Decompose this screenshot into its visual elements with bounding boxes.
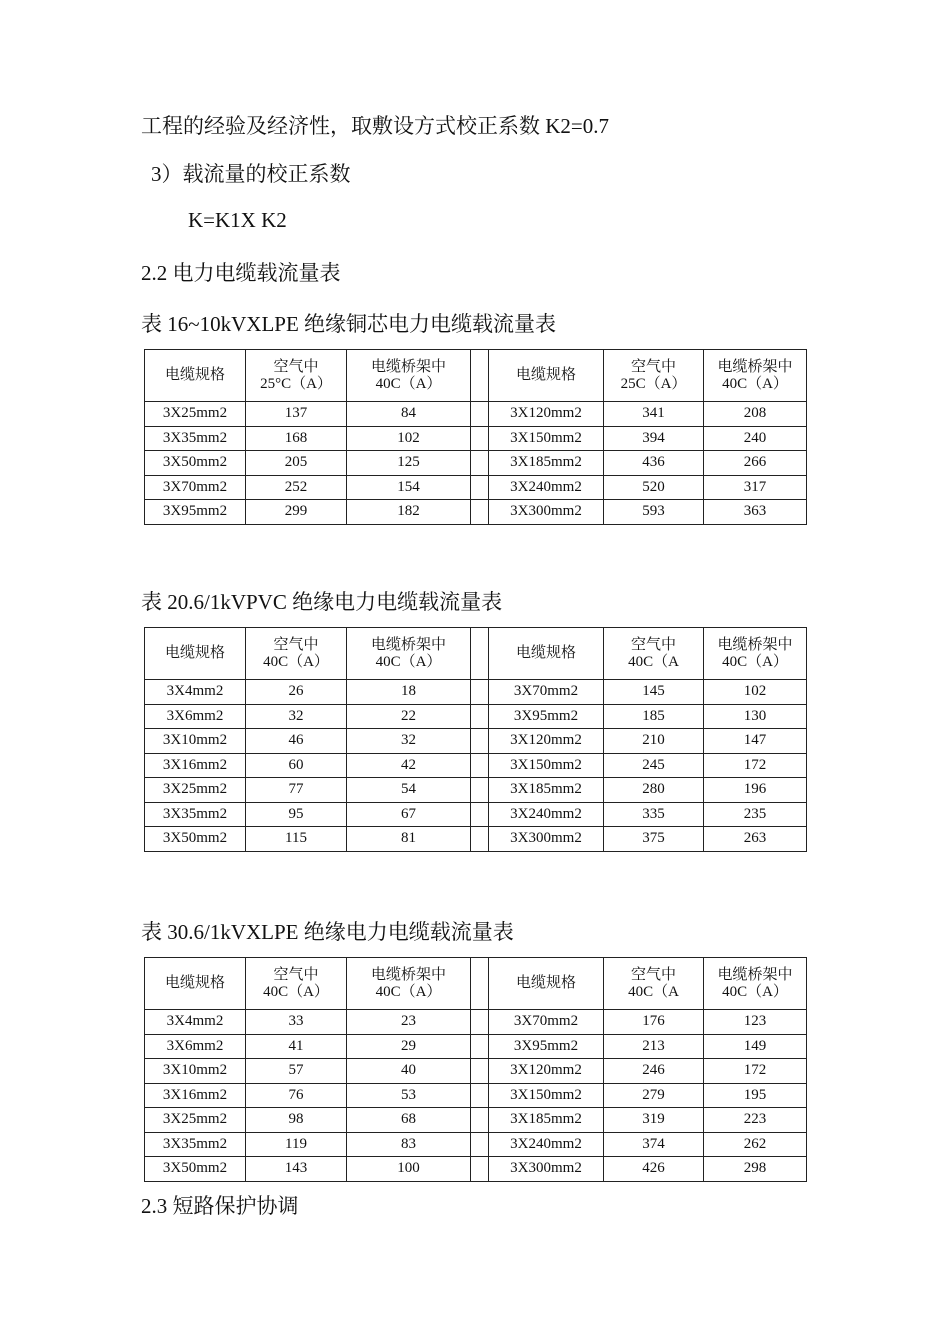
column-header: 电缆桥架中 — [370, 358, 446, 375]
table-row — [145, 1010, 807, 1035]
table-cell: 149 — [704, 1034, 807, 1059]
table-cell: 3X240mm2 — [489, 1132, 604, 1157]
column-header-unit: 40C（A） — [263, 653, 329, 670]
column-header-unit: 40C（A） — [722, 375, 788, 392]
table-cell: 363 — [704, 500, 807, 525]
spacer-cell — [471, 500, 489, 525]
table-cell: 3X300mm2 — [489, 500, 604, 525]
table-cell: 102 — [704, 680, 807, 705]
table-cell: 240 — [704, 426, 807, 451]
table-row — [145, 500, 807, 525]
table-cell: 341 — [604, 402, 704, 427]
table-header-cell — [246, 958, 347, 1010]
table-header-cell — [347, 350, 471, 402]
table-cell: 60 — [246, 753, 347, 778]
spacer-cell — [471, 1083, 489, 1108]
spacer-cell — [471, 827, 489, 852]
spacer-cell — [471, 802, 489, 827]
table-cell: 3X120mm2 — [489, 729, 604, 754]
table-cell: 172 — [704, 1059, 807, 1084]
table-row — [145, 1132, 807, 1157]
table-cell: 196 — [704, 778, 807, 803]
table-cell: 33 — [246, 1010, 347, 1035]
column-header: 空气中 — [273, 358, 319, 375]
table-cell: 102 — [347, 426, 471, 451]
table-cell: 176 — [604, 1010, 704, 1035]
table-cell: 3X25mm2 — [145, 778, 246, 803]
table-row — [145, 475, 807, 500]
table-cell: 32 — [347, 729, 471, 754]
table-cell: 57 — [246, 1059, 347, 1084]
spacer-cell — [471, 778, 489, 803]
spacer-cell — [471, 475, 489, 500]
table-cell: 235 — [704, 802, 807, 827]
table-cell: 426 — [604, 1157, 704, 1182]
table-cell: 246 — [604, 1059, 704, 1084]
table-cell: 84 — [347, 402, 471, 427]
column-header-unit: 40C（A） — [375, 375, 442, 392]
table-cell: 3X50mm2 — [145, 451, 246, 476]
table-row — [145, 802, 807, 827]
table-cell: 3X16mm2 — [145, 753, 246, 778]
table-cell: 98 — [246, 1108, 347, 1133]
table-cell: 223 — [704, 1108, 807, 1133]
table-cell: 119 — [246, 1132, 347, 1157]
column-header: 电缆规格 — [515, 975, 576, 991]
column-header: 电缆规格 — [515, 367, 576, 383]
table-header-cell — [704, 628, 807, 680]
table-cell: 83 — [347, 1132, 471, 1157]
table-header-cell — [604, 628, 704, 680]
table-cell: 205 — [246, 451, 347, 476]
table-cell: 185 — [604, 704, 704, 729]
table-caption: 表 16~10kVXLPE 绝缘铜芯电力电缆载流量表 — [141, 312, 557, 336]
table-cell: 3X16mm2 — [145, 1083, 246, 1108]
column-header: 空气中 — [630, 358, 676, 375]
table-cell: 3X4mm2 — [145, 1010, 246, 1035]
section-heading: 2.3 短路保护协调 — [141, 1194, 299, 1218]
body-text-line: 3）载流量的校正系数 — [151, 162, 351, 186]
table-header-cell — [604, 958, 704, 1010]
table-row — [145, 1157, 807, 1182]
table-cell: 46 — [246, 729, 347, 754]
table-cell: 3X120mm2 — [489, 1059, 604, 1084]
table-cell: 3X185mm2 — [489, 451, 604, 476]
table-cell: 76 — [246, 1083, 347, 1108]
table-cell: 3X25mm2 — [145, 1108, 246, 1133]
table-cell: 42 — [347, 753, 471, 778]
table-cell: 262 — [704, 1132, 807, 1157]
table-cell: 252 — [246, 475, 347, 500]
table-cell: 18 — [347, 680, 471, 705]
spacer-cell — [471, 704, 489, 729]
table-cell: 3X10mm2 — [145, 1059, 246, 1084]
table-cell: 245 — [604, 753, 704, 778]
table-cell: 130 — [704, 704, 807, 729]
spacer-cell — [471, 729, 489, 754]
column-header-unit: 40C（A） — [375, 983, 442, 1000]
table-caption: 表 20.6/1kVPVC 绝缘电力电缆载流量表 — [141, 590, 503, 614]
spacer-cell — [471, 1108, 489, 1133]
column-header: 电缆桥架中 — [717, 358, 793, 375]
table-cell: 145 — [604, 680, 704, 705]
table-cell: 3X120mm2 — [489, 402, 604, 427]
table-cell: 168 — [246, 426, 347, 451]
table-cell: 394 — [604, 426, 704, 451]
spacer-cell — [471, 753, 489, 778]
table-header-cell — [347, 628, 471, 680]
column-header: 电缆规格 — [515, 645, 576, 661]
table-header-cell — [489, 958, 604, 1010]
column-header-unit: 40C（A） — [375, 653, 442, 670]
table-row — [145, 827, 807, 852]
column-header-unit: 25°C（A） — [260, 375, 332, 392]
table-cell: 3X10mm2 — [145, 729, 246, 754]
table-cell: 3X35mm2 — [145, 426, 246, 451]
table-cell: 172 — [704, 753, 807, 778]
table-cell: 375 — [604, 827, 704, 852]
spacer-cell — [471, 1034, 489, 1059]
table-cell: 520 — [604, 475, 704, 500]
table-header-cell — [704, 350, 807, 402]
table-row — [145, 680, 807, 705]
table-cell: 100 — [347, 1157, 471, 1182]
section-heading: 2.2 电力电缆载流量表 — [141, 261, 341, 285]
cable-ampacity-table — [144, 349, 807, 525]
table-cell: 3X70mm2 — [489, 680, 604, 705]
column-header-unit: 25C（A） — [620, 375, 687, 392]
spacer-cell — [471, 1157, 489, 1182]
table-cell: 3X300mm2 — [489, 1157, 604, 1182]
cable-ampacity-table — [144, 627, 807, 852]
table-cell: 67 — [347, 802, 471, 827]
table-header-cell — [471, 958, 489, 1010]
column-header: 电缆规格 — [164, 645, 225, 661]
table-cell: 263 — [704, 827, 807, 852]
table-header-cell — [489, 350, 604, 402]
table-header-cell — [604, 350, 704, 402]
formula-text: K=K1X K2 — [188, 208, 287, 232]
table-cell: 3X300mm2 — [489, 827, 604, 852]
column-header: 电缆规格 — [164, 975, 225, 991]
column-header-unit: 40C（A — [628, 653, 679, 670]
table-cell: 319 — [604, 1108, 704, 1133]
table-cell: 154 — [347, 475, 471, 500]
spacer-cell — [471, 680, 489, 705]
table-header-cell — [471, 628, 489, 680]
table-header-row — [145, 628, 807, 680]
table-cell: 213 — [604, 1034, 704, 1059]
table-cell: 3X25mm2 — [145, 402, 246, 427]
table-cell: 143 — [246, 1157, 347, 1182]
table-header-cell — [145, 350, 246, 402]
column-header: 电缆桥架中 — [717, 636, 793, 653]
spacer-cell — [471, 1010, 489, 1035]
table-cell: 210 — [604, 729, 704, 754]
table-header-cell — [489, 628, 604, 680]
table-cell: 147 — [704, 729, 807, 754]
cable-ampacity-table — [144, 957, 807, 1182]
table-cell: 3X95mm2 — [145, 500, 246, 525]
table-row — [145, 1059, 807, 1084]
table-row — [145, 402, 807, 427]
column-header-unit: 40C（A） — [722, 983, 788, 1000]
table-header-cell — [145, 628, 246, 680]
table-cell: 195 — [704, 1083, 807, 1108]
table-cell: 32 — [246, 704, 347, 729]
column-header: 空气中 — [273, 966, 319, 983]
column-header: 电缆桥架中 — [370, 966, 446, 983]
column-header: 电缆规格 — [164, 367, 225, 383]
table-cell: 3X240mm2 — [489, 475, 604, 500]
table-cell: 3X95mm2 — [489, 1034, 604, 1059]
table-cell: 3X4mm2 — [145, 680, 246, 705]
table-cell: 23 — [347, 1010, 471, 1035]
table-cell: 81 — [347, 827, 471, 852]
table-cell: 40 — [347, 1059, 471, 1084]
table-cell: 54 — [347, 778, 471, 803]
table-row — [145, 1034, 807, 1059]
table-row — [145, 1083, 807, 1108]
column-header: 空气中 — [630, 636, 676, 653]
spacer-cell — [471, 402, 489, 427]
table-cell: 436 — [604, 451, 704, 476]
table-cell: 137 — [246, 402, 347, 427]
table-header-row — [145, 350, 807, 402]
table-cell: 317 — [704, 475, 807, 500]
table-row — [145, 704, 807, 729]
table-cell: 29 — [347, 1034, 471, 1059]
table-cell: 26 — [246, 680, 347, 705]
table-cell: 3X185mm2 — [489, 1108, 604, 1133]
table-header-cell — [704, 958, 807, 1010]
table-cell: 299 — [246, 500, 347, 525]
column-header-unit: 40C（A） — [263, 983, 329, 1000]
table-cell: 3X70mm2 — [489, 1010, 604, 1035]
column-header: 电缆桥架中 — [717, 966, 793, 983]
spacer-cell — [471, 1132, 489, 1157]
table-row — [145, 426, 807, 451]
table-cell: 41 — [246, 1034, 347, 1059]
table-cell: 22 — [347, 704, 471, 729]
table-cell: 3X150mm2 — [489, 1083, 604, 1108]
spacer-cell — [471, 1059, 489, 1084]
table-header-cell — [471, 350, 489, 402]
table-cell: 68 — [347, 1108, 471, 1133]
table-cell: 125 — [347, 451, 471, 476]
table-header-cell — [347, 958, 471, 1010]
table-cell: 208 — [704, 402, 807, 427]
column-header-unit: 40C（A — [628, 983, 679, 1000]
table-cell: 3X50mm2 — [145, 1157, 246, 1182]
table-cell: 3X95mm2 — [489, 704, 604, 729]
table-cell: 95 — [246, 802, 347, 827]
table-cell: 123 — [704, 1010, 807, 1035]
column-header: 空气中 — [630, 966, 676, 983]
table-cell: 3X35mm2 — [145, 802, 246, 827]
table-cell: 3X6mm2 — [145, 1034, 246, 1059]
table-header-row — [145, 958, 807, 1010]
spacer-cell — [471, 451, 489, 476]
body-text-line: 工程的经验及经济性，取敷设方式校正系数 K2=0.7 — [141, 114, 610, 138]
table-cell: 3X150mm2 — [489, 753, 604, 778]
table-cell: 115 — [246, 827, 347, 852]
table-cell: 280 — [604, 778, 704, 803]
table-row — [145, 451, 807, 476]
table-cell: 53 — [347, 1083, 471, 1108]
column-header: 空气中 — [273, 636, 319, 653]
table-cell: 182 — [347, 500, 471, 525]
table-cell: 3X50mm2 — [145, 827, 246, 852]
table-cell: 298 — [704, 1157, 807, 1182]
table-header-cell — [246, 350, 347, 402]
table-cell: 593 — [604, 500, 704, 525]
table-cell: 3X185mm2 — [489, 778, 604, 803]
table-cell: 3X240mm2 — [489, 802, 604, 827]
table-row — [145, 753, 807, 778]
table-row — [145, 1108, 807, 1133]
table-cell: 3X150mm2 — [489, 426, 604, 451]
table-header-cell — [145, 958, 246, 1010]
table-caption: 表 30.6/1kVXLPE 绝缘电力电缆载流量表 — [141, 920, 514, 944]
table-row — [145, 778, 807, 803]
table-cell: 77 — [246, 778, 347, 803]
table-cell: 279 — [604, 1083, 704, 1108]
table-cell: 3X35mm2 — [145, 1132, 246, 1157]
column-header-unit: 40C（A） — [722, 653, 788, 670]
table-cell: 374 — [604, 1132, 704, 1157]
table-header-cell — [246, 628, 347, 680]
table-cell: 266 — [704, 451, 807, 476]
table-row — [145, 729, 807, 754]
column-header: 电缆桥架中 — [370, 636, 446, 653]
table-cell: 3X6mm2 — [145, 704, 246, 729]
table-cell: 335 — [604, 802, 704, 827]
table-cell: 3X70mm2 — [145, 475, 246, 500]
spacer-cell — [471, 426, 489, 451]
